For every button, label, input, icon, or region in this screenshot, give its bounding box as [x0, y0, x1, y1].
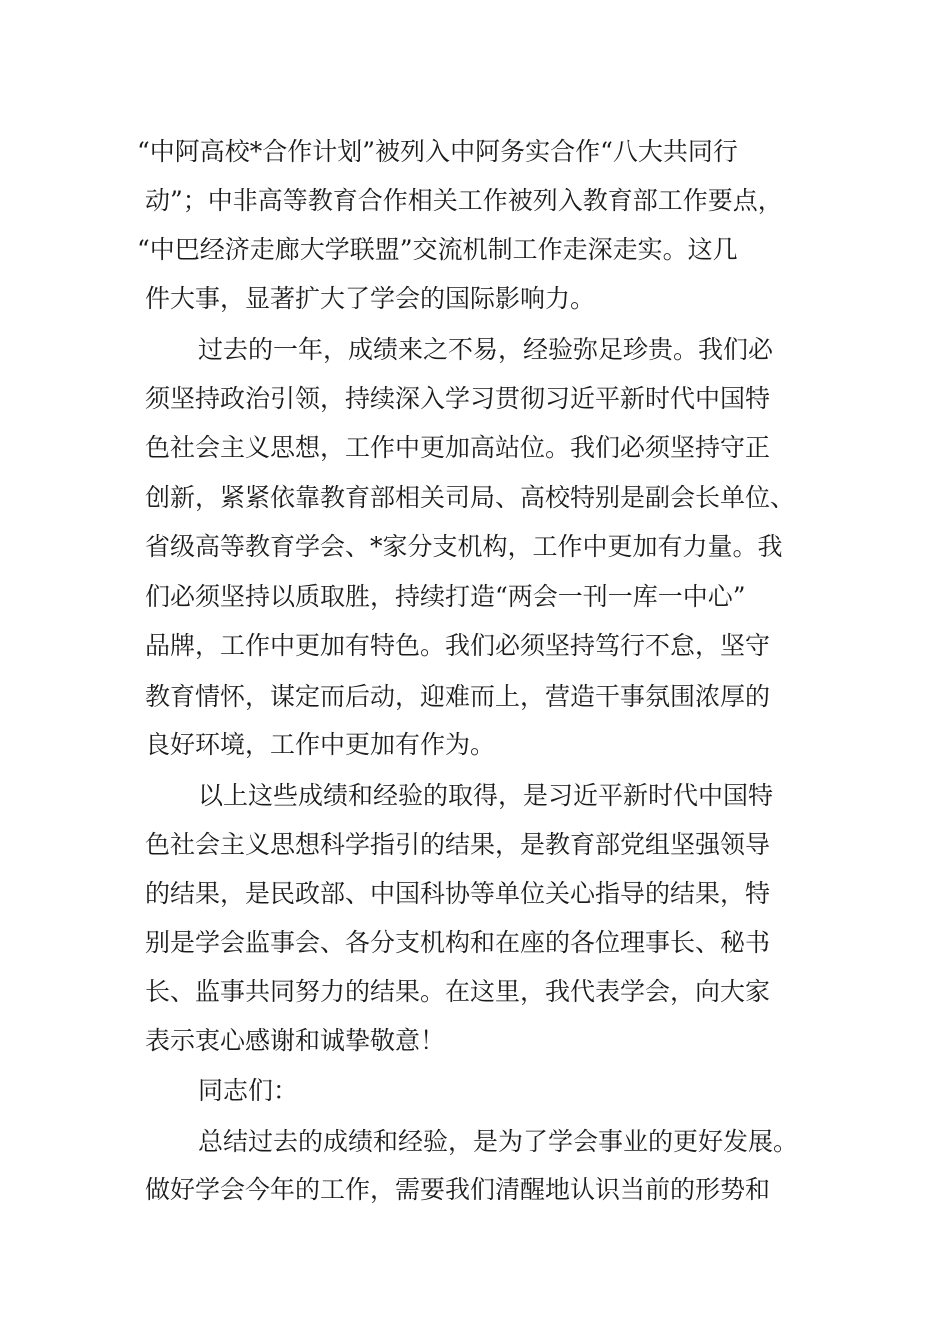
text-line: 长、监事共同努力的结果。在这里，我代表学会，向大家 [145, 977, 771, 1006]
paragraph-first-line: 以上这些成绩和经验的取得，是习近平新时代中国特 [198, 781, 774, 810]
text-line: 创新，紧紧依靠教育部相关司局、高校特别是副会长单位、 [145, 483, 796, 512]
text-line: 须坚持政治引领，持续深入学习贯彻习近平新时代中国特 [145, 384, 771, 413]
text-line: 省级高等教育学会、*家分支机构，工作中更加有力量。我 [145, 532, 783, 561]
text-line: 色社会主义思想科学指引的结果，是教育部党组坚强领导 [145, 830, 771, 859]
text-line: 教育情怀，谋定而后动，迎难而上，营造干事氛围浓厚的 [145, 682, 771, 711]
text-line: 们必须坚持以质取胜，持续打造“两会一刊一库一中心” [145, 582, 746, 611]
text-line: 做好学会今年的工作，需要我们清醒地认识当前的形势和 [145, 1175, 771, 1204]
paragraph-first-line: 过去的一年，成绩来之不易，经验弥足珍贵。我们必 [198, 335, 774, 364]
text-line: 别是学会监事会、各分支机构和在座的各位理事长、秘书 [145, 928, 771, 957]
text-line: 良好环境，工作中更加有作为。 [145, 730, 496, 759]
text-line: “中巴经济走廊大学联盟”交流机制工作走深走实。这几 [137, 235, 738, 264]
text-line: 品牌，工作中更加有特色。我们必须坚持笃行不怠，坚守 [145, 631, 771, 660]
salutation: 同志们： [198, 1076, 299, 1105]
text-line: 色社会主义思想，工作中更加高站位。我们必须坚持守正 [145, 433, 771, 462]
text-line: 的结果，是民政部、中国科协等单位关心指导的结果，特 [145, 879, 771, 908]
text-line: 动”；中非高等教育合作相关工作被列入教育部工作要点， [145, 186, 783, 215]
text-line: 表示衷心感谢和诚挚敬意！ [145, 1026, 446, 1055]
text-line: 件大事，显著扩大了学会的国际影响力。 [145, 284, 596, 313]
text-line: “中阿高校*合作计划”被列入中阿务实合作“八大共同行 [137, 137, 738, 166]
paragraph-first-line: 总结过去的成绩和经验，是为了学会事业的更好发展。 [198, 1127, 799, 1156]
